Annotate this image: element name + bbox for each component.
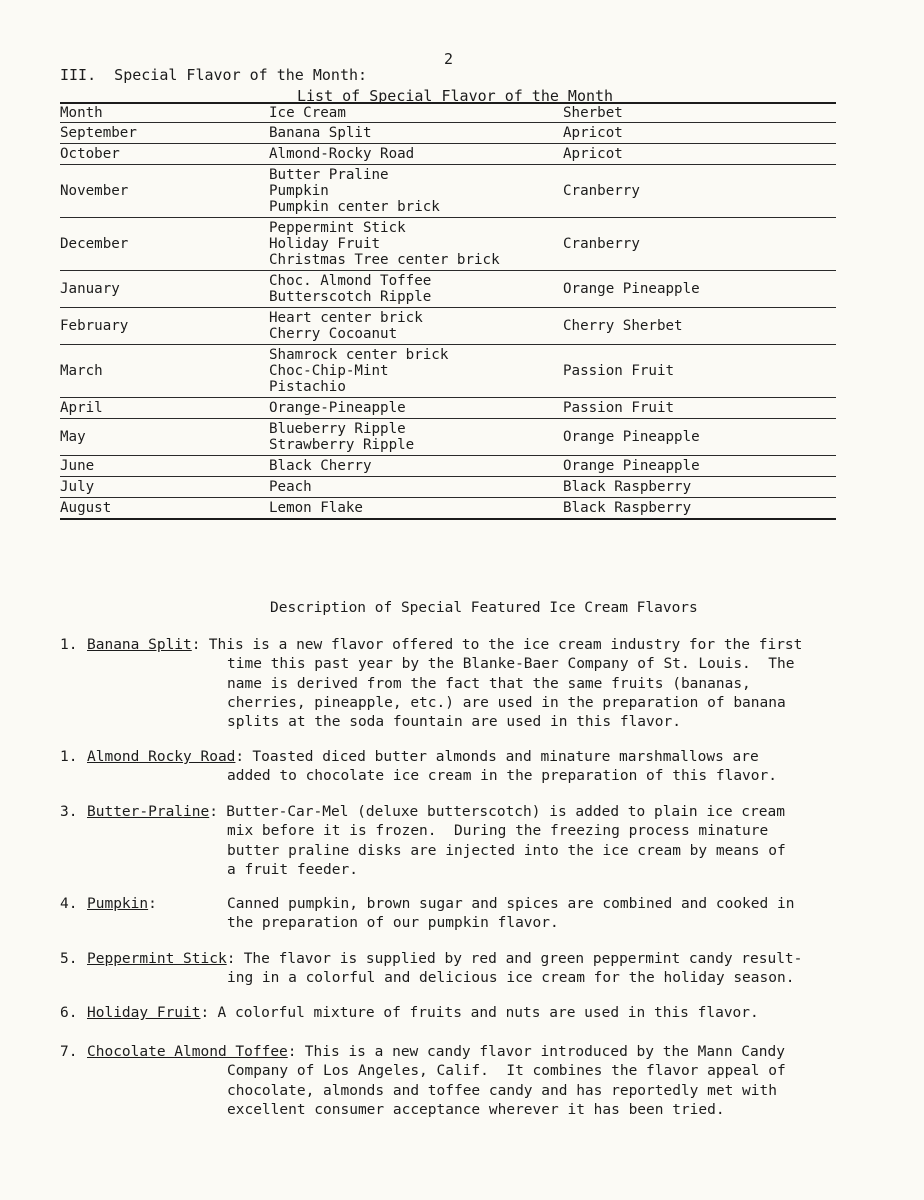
ice-cream-flavor: Choc. Almond Toffee <box>269 273 432 289</box>
item-number: 5. <box>60 951 78 967</box>
ice-cream-flavor: Pumpkin <box>269 183 329 199</box>
flavor-table <box>60 104 836 520</box>
item-number: 1. <box>60 749 78 765</box>
flavor-term: Almond Rocky Road <box>87 749 236 765</box>
description-line: butter praline disks are injected into the ice cream by means of <box>227 842 786 859</box>
table-row <box>60 123 836 144</box>
description-first-line: A colorful mixture of fruits and nuts are used in this flavor. <box>217 1005 759 1021</box>
table-caption: List of Special Flavor of the Month <box>297 87 614 105</box>
description-line: time this past year by the Blanke-Baer Company of St. Louis. The <box>227 656 795 673</box>
term-colon: : <box>209 804 218 820</box>
flavor-term: Peppermint Stick <box>87 951 227 967</box>
ice-cream-flavor: Peppermint Stick <box>269 220 406 236</box>
ice-cream-flavor: Shamrock center brick <box>269 347 449 363</box>
table-row <box>60 218 836 271</box>
section-heading: III. Special Flavor of the Month: <box>60 66 368 84</box>
cell-sherbet: Passion Fruit <box>563 345 836 398</box>
ice-cream-flavor: Pistachio <box>269 379 346 395</box>
table-header-row <box>60 104 836 123</box>
flavor-term: Chocolate Almond Toffee <box>87 1044 288 1060</box>
cell-month: February <box>60 308 269 345</box>
table-row <box>60 477 836 498</box>
cell-ice-cream <box>269 477 563 498</box>
table-row <box>60 498 836 520</box>
description-line: Company of Los Angeles, Calif. It combines the flavor appeal of <box>227 1063 786 1080</box>
term-colon: : <box>200 1005 210 1021</box>
cell-month: September <box>60 123 269 144</box>
description-first-line: Toasted diced butter almonds and minature marshmallows are <box>252 749 759 765</box>
cell-sherbet: Passion Fruit <box>563 398 836 419</box>
item-number: 1. <box>60 637 78 653</box>
cell-month: October <box>60 144 269 165</box>
cell-ice-cream <box>269 398 563 419</box>
ice-cream-flavor: Orange-Pineapple <box>269 400 406 416</box>
cell-sherbet: Apricot <box>563 123 836 144</box>
description-first-line: This is a new candy flavor introduced by the Mann Candy <box>304 1044 785 1060</box>
term-colon: : <box>191 637 201 653</box>
term-colon: : <box>226 951 236 967</box>
ice-cream-flavor: Holiday Fruit <box>269 236 381 252</box>
description-first-line: Canned pumpkin, brown sugar and spices are combined and cooked in <box>227 896 795 912</box>
cell-ice-cream <box>269 456 563 477</box>
cell-month: June <box>60 456 269 477</box>
description-first-line: This is a new flavor offered to the ice cream industry for the first <box>208 637 803 653</box>
item-number: 7. <box>60 1044 78 1060</box>
cell-ice-cream <box>269 165 563 218</box>
header-month: Month <box>60 104 269 123</box>
table-row <box>60 308 836 345</box>
cell-month: April <box>60 398 269 419</box>
cell-sherbet: Orange Pineapple <box>563 456 836 477</box>
item-number: 3. <box>60 804 78 820</box>
cell-sherbet: Orange Pineapple <box>563 419 836 456</box>
cell-month: November <box>60 165 269 218</box>
table-row <box>60 165 836 218</box>
description-line: a fruit feeder. <box>227 861 358 878</box>
description-line: excellent consumer acceptance wherever it has been tried. <box>227 1101 725 1118</box>
term-colon: : <box>287 1044 297 1060</box>
cell-month: July <box>60 477 269 498</box>
descriptions-title: Description of Special Featured Ice Cream Flavors <box>270 600 698 616</box>
ice-cream-flavor: Pumpkin center brick <box>269 199 440 215</box>
description-line: name is derived from the fact that the same fruits (bananas, <box>227 675 751 692</box>
cell-ice-cream <box>269 345 563 398</box>
ice-cream-flavor: Butter Praline <box>269 167 389 183</box>
description-line: chocolate, almonds and toffee candy and has reportedly met with <box>227 1082 777 1099</box>
ice-cream-flavor: Lemon Flake <box>269 500 363 516</box>
cell-month: December <box>60 218 269 271</box>
cell-sherbet: Cranberry <box>563 165 836 218</box>
cell-sherbet: Orange Pineapple <box>563 271 836 308</box>
cell-sherbet: Black Raspberry <box>563 477 836 498</box>
cell-ice-cream <box>269 144 563 165</box>
description-first-line: The flavor is supplied by red and green peppermint candy result- <box>243 951 803 967</box>
table-body <box>60 123 836 520</box>
cell-sherbet: Apricot <box>563 144 836 165</box>
cell-ice-cream <box>269 271 563 308</box>
ice-cream-flavor: Cherry Cocoanut <box>269 326 398 342</box>
cell-ice-cream <box>269 419 563 456</box>
cell-sherbet: Black Raspberry <box>563 498 836 520</box>
description-line: cherries, pineapple, etc.) are used in the preparation of banana <box>227 694 786 711</box>
table-row <box>60 456 836 477</box>
page-number: 2 <box>444 50 454 68</box>
item-number: 6. <box>60 1005 78 1021</box>
cell-month: August <box>60 498 269 520</box>
ice-cream-flavor: Choc-Chip-Mint <box>269 363 389 379</box>
cell-month: March <box>60 345 269 398</box>
flavor-term: Pumpkin <box>87 896 149 912</box>
ice-cream-flavor: Peach <box>269 479 312 495</box>
table-row <box>60 271 836 308</box>
flavor-term: Banana Split <box>87 637 192 653</box>
ice-cream-flavor: Heart center brick <box>269 310 423 326</box>
description-line: mix before it is frozen. During the freezing process minature <box>227 823 769 840</box>
term-colon: : <box>235 749 245 765</box>
ice-cream-flavor: Butterscotch Ripple <box>269 289 432 305</box>
table-row <box>60 398 836 419</box>
table-row <box>60 144 836 165</box>
flavor-term: Holiday Fruit <box>87 1005 201 1021</box>
description-line: ing in a colorful and delicious ice cream for the holiday season. <box>227 970 795 987</box>
flavor-term: Butter-Praline <box>87 804 210 820</box>
term-colon: : <box>148 896 157 912</box>
ice-cream-flavor: Blueberry Ripple <box>269 421 406 437</box>
ice-cream-flavor: Banana Split <box>269 125 372 141</box>
description-line: added to chocolate ice cream in the preparation of this flavor. <box>227 768 777 785</box>
item-number: 4. <box>60 896 78 912</box>
ice-cream-flavor: Strawberry Ripple <box>269 437 415 453</box>
cell-ice-cream <box>269 218 563 271</box>
cell-sherbet: Cranberry <box>563 218 836 271</box>
header-ice-cream: Ice Cream <box>269 104 563 123</box>
description-line: splits at the soda fountain are used in this flavor. <box>227 714 681 731</box>
cell-ice-cream <box>269 123 563 144</box>
ice-cream-flavor: Almond-Rocky Road <box>269 146 415 162</box>
description-line: the preparation of our pumpkin flavor. <box>227 915 559 932</box>
cell-month: January <box>60 271 269 308</box>
ice-cream-flavor: Christmas Tree center brick <box>269 252 500 268</box>
cell-ice-cream <box>269 498 563 520</box>
description-first-line: Butter-Car-Mel (deluxe butterscotch) is added to plain ice cream <box>226 804 785 820</box>
ice-cream-flavor: Black Cherry <box>269 458 372 474</box>
header-sherbet: Sherbet <box>563 104 836 123</box>
table-row <box>60 345 836 398</box>
table-row <box>60 419 836 456</box>
cell-ice-cream <box>269 308 563 345</box>
cell-month: May <box>60 419 269 456</box>
cell-sherbet: Cherry Sherbet <box>563 308 836 345</box>
